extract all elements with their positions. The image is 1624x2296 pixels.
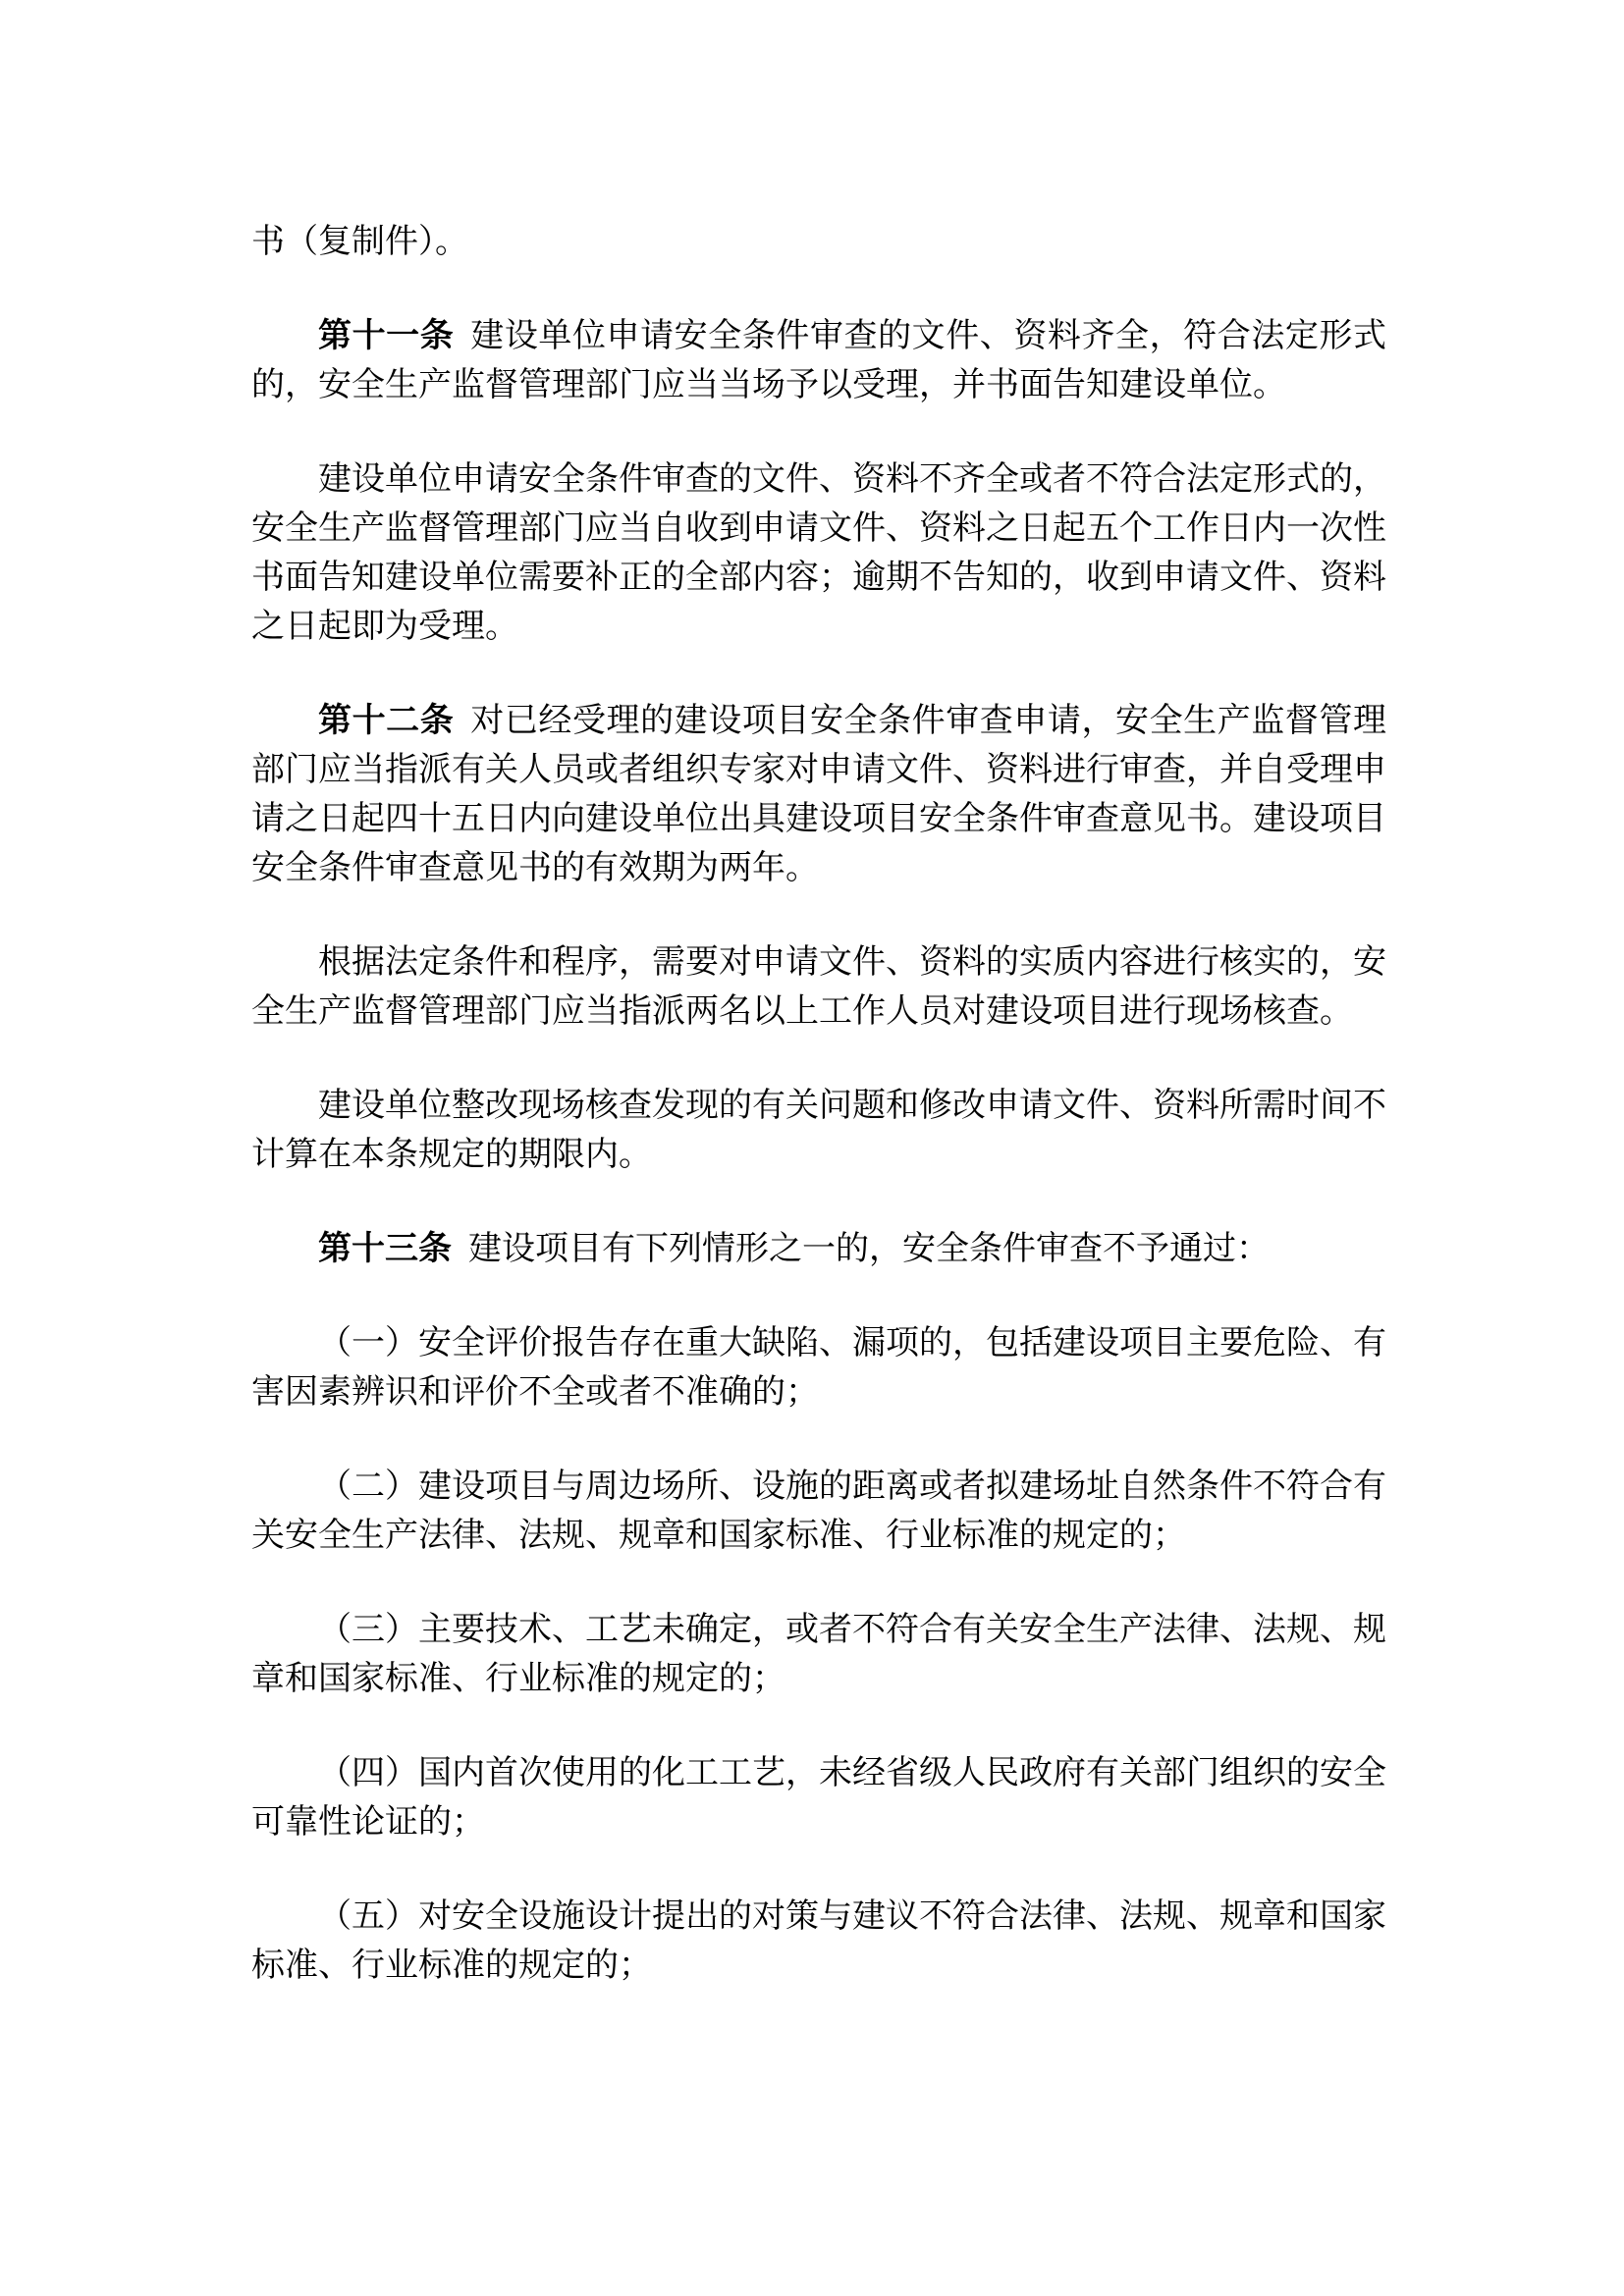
paragraph-text: （一）安全评价报告存在重大缺陷、漏项的，包括建设项目主要危险、有害因素辨识和评价不全或者不准确的； (251, 1325, 1386, 1411)
paragraph (251, 1606, 1386, 1704)
paragraph (251, 455, 1386, 652)
paragraph-text: 建设项目有下列情形之一的，安全条件审查不予通过： (468, 1231, 1270, 1267)
paragraph-text: （五）对安全设施设计提出的对策与建议不符合法律、法规、规章和国家标准、行业标准的规定的； (251, 1898, 1386, 1984)
article-paragraph (251, 312, 1386, 410)
paragraph-text: 根据法定条件和程序，需要对申请文件、资料的实质内容进行核实的，安全生产监督管理部门应当指派两名以上工作人员对建设项目进行现场核查。 (251, 944, 1386, 1030)
paragraph-text: 建设单位整改现场核查发现的有关问题和修改申请文件、资料所需时间不计算在本条规定的期限内。 (251, 1088, 1386, 1173)
article-number: 第十二条 (318, 703, 455, 739)
article-number: 第十一条 (318, 318, 455, 354)
paragraph (251, 218, 1386, 267)
paragraph-text: （四）国内首次使用的化工工艺，未经省级人民政府有关部门组织的安全可靠性论证的； (251, 1755, 1386, 1841)
paragraph-text: 书（复制件）。 (251, 224, 468, 260)
paragraph (251, 938, 1386, 1037)
paragraph (251, 1749, 1386, 1847)
paragraph (251, 1893, 1386, 1991)
paragraph-text: （三）主要技术、工艺未确定，或者不符合有关安全生产法律、法规、规章和国家标准、行业标准的规定的； (251, 1612, 1386, 1697)
paragraph-text: 建设单位申请安全条件审查的文件、资料齐全，符合法定形式的，安全生产监督管理部门应当当场予以受理，并书面告知建设单位。 (251, 318, 1387, 403)
document-body (251, 218, 1386, 1991)
paragraph-text: 建设单位申请安全条件审查的文件、资料不齐全或者不符合法定形式的，安全生产监督管理部门应当自收到申请文件、资料之日起五个工作日内一次性书面告知建设单位需要补正的全部内容；逾期不告知的，收到申请文件、资料之日起即为受理。 (251, 461, 1386, 645)
article-paragraph (251, 1225, 1386, 1274)
paragraph (251, 1319, 1386, 1417)
paragraph-text: 对已经受理的建设项目安全条件审查申请，安全生产监督管理部门应当指派有关人员或者组织专家对申请文件、资料进行审查，并自受理申请之日起四十五日内向建设单位出具建设项目安全条件审查意见书。建设项目安全条件审查意见书的有效期为两年。 (251, 703, 1387, 886)
paragraph-text: （二）建设项目与周边场所、设施的距离或者拟建场址自然条件不符合有关安全生产法律、法规、规章和国家标准、行业标准的规定的； (251, 1468, 1386, 1554)
paragraph (251, 1082, 1386, 1180)
paragraph (251, 1463, 1386, 1561)
article-number: 第十三条 (318, 1231, 452, 1267)
article-paragraph (251, 697, 1386, 893)
